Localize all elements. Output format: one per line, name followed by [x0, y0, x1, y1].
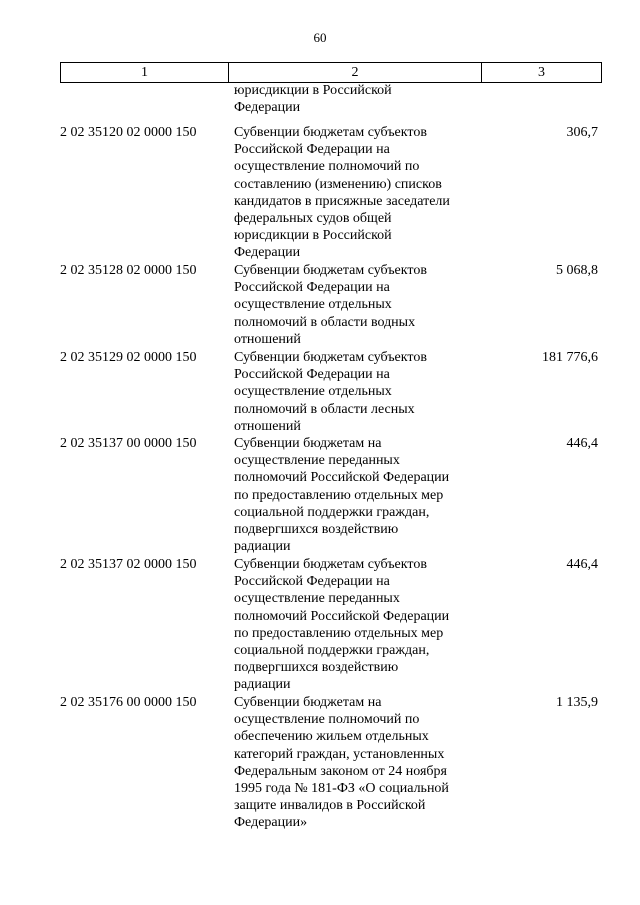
budget-code: 2 02 35120 02 0000 150 [60, 125, 197, 140]
column-header-row [61, 63, 602, 83]
row-amount: 181 776,6 [542, 350, 598, 365]
row-amount: 5 068,8 [556, 263, 598, 278]
row-description: Субвенции бюджетам субъектов Российской Федерации на осуществление отдельных полномочий в области лесных отношений [234, 350, 427, 434]
row-amount: 446,4 [566, 436, 598, 451]
row-amount: 446,4 [566, 557, 598, 572]
row-amount: 306,7 [566, 125, 598, 140]
row-description: Субвенции бюджетам на осуществление переданных полномочий Российской Федерации по предоставлению отдельных мер социальной поддержки граждан, подвергшихся воздействию радиации [234, 436, 450, 555]
budget-code: 2 02 35137 02 0000 150 [60, 557, 197, 572]
budget-code: 2 02 35128 02 0000 150 [60, 263, 197, 278]
column-header-2: 2 [229, 63, 482, 83]
column-header-1: 1 [61, 63, 229, 83]
row-description: Субвенции бюджетам субъектов Российской Федерации на осуществление переданных полномочий Российской Федерации по предоставлению отдельных мер социальной поддержки граждан, подвергшихся воздействию радиации [234, 557, 450, 693]
budget-code: 2 02 35137 00 0000 150 [60, 436, 197, 451]
budget-code: 2 02 35176 00 0000 150 [60, 695, 197, 710]
row-amount: 1 135,9 [556, 695, 598, 710]
row-description: Субвенции бюджетам субъектов Российской Федерации на осуществление отдельных полномочий в области водных отношений [234, 263, 427, 347]
row-description: Субвенции бюджетам субъектов Российской Федерации на осуществление полномочий по составлению (изменению) списков кандидатов в присяжные заседатели федеральных судов общей юрисдикции в Российской Федерации [234, 125, 450, 261]
page-number: 60 [313, 30, 327, 45]
continued-description: юрисдикции в Российской Федерации [234, 83, 392, 115]
row-description: Субвенции бюджетам на осуществление полномочий по обеспечению жильем отдельных категорий граждан, установленных Федеральным законом от 24 ноября 1995 года № 181-ФЗ «О социальной защите инвалидов в Российской Федерации» [234, 695, 449, 831]
column-header-3: 3 [482, 63, 602, 83]
column-header-table [60, 62, 602, 83]
budget-code: 2 02 35129 02 0000 150 [60, 350, 197, 365]
